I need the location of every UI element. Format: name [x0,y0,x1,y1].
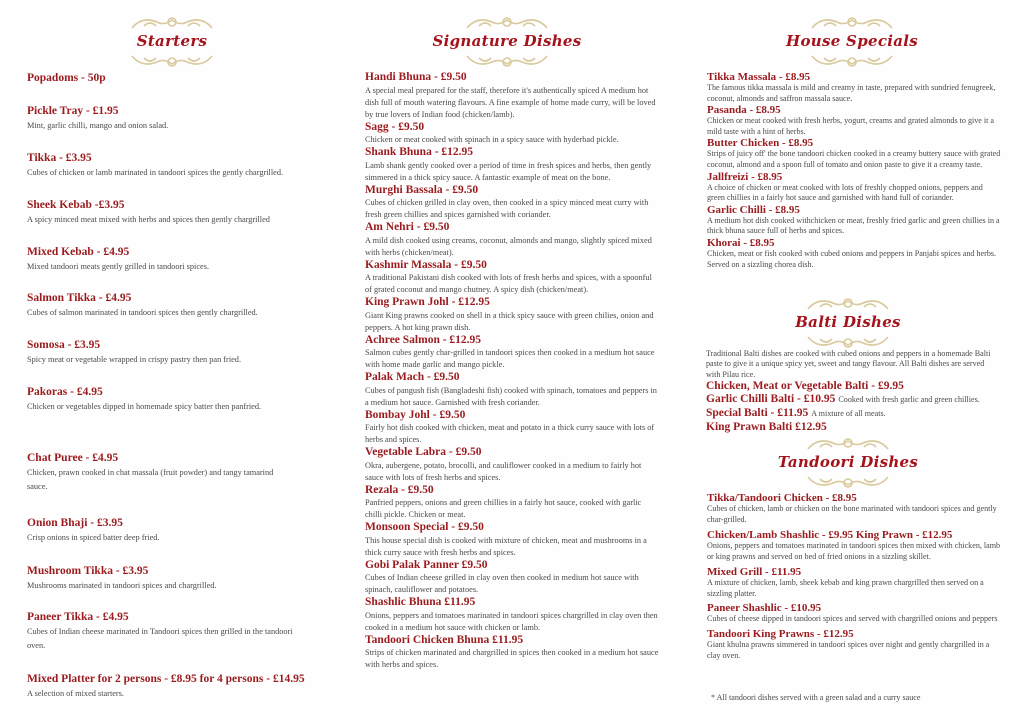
menu-item-note: A mixture of all meats. [811,409,886,418]
menu-item-name: Paneer Shashlic - £10.95 [707,602,822,615]
menu-item-description: A special meal prepared for the staff, therefore it's authentically spiced A medium hot dish full of mouth watering flavours. A fine example of home made curry, will be loved by true lovers of Indian food (chicken/lamb). [365,85,656,119]
section-title: Signature Dishes [432,32,582,50]
menu-item-name: Tikka/Tandoori Chicken - £8.95 [707,492,857,504]
menu-item [27,564,307,593]
menu-item-description: Cubes of Indian cheese grilled in clay oven then cooked in medium hot sauce with spinach, cauliflower and potatoes. [365,573,639,594]
menu-item-name: Shashlic Bhuna £11.95 [365,596,476,608]
menu-item-description: Onions, peppers and tomatoes marinated in tandoori spices then mixed with chicken, lamb or king prawns and served on bed of fried onions in a sizzling skillet. [707,540,1001,561]
menu-item-description: Mushrooms marinated in tandoori spices and chargrilled. [27,581,217,590]
menu-item [706,420,1006,433]
menu-item-name: Am Nehri - £9.50 [365,221,450,233]
balti-intro: Traditional Balti dishes are cooked with cubed onions and peppers in a homemade Balti paste to give it a unique spicy yet, sweet and tangy flavour. All Balti dishes are served with Pilau rice. [706,349,991,379]
section-title: House Specials [785,32,919,50]
menu-item-name: Butter Chicken - £8.95 [707,137,814,150]
menu-item-description: Mint, garlic chilli, mango and onion salad. [27,121,169,130]
menu-item [706,379,1006,392]
menu-item-name: Tikka Massala - £8.95 [707,71,811,83]
menu-item-description: Mixed tandoori meats gently grilled in tandoori spices. [27,262,210,271]
menu-item-name: Mushroom Tikka - £3.95 [27,565,149,577]
menu-item [27,71,307,85]
menu-item-name: Tandoori King Prawns - £12.95 [707,628,854,641]
menu-item [707,566,1002,600]
menu-item-description: Lamb shank gently cooked over a period of time in fresh spices and herbs, then gently simmered in a thick spicy sauce. A fantastic example of meat on the bone. [365,160,652,182]
menu-item-description: Chicken or meat cooked with fresh herbs, yogurt, creams and grated almonds to give it a mild taste with a hint of herbs. [707,116,995,136]
menu-item [27,291,307,320]
menu-item-name: Chicken/Lamb Shashlic - £9.95 King Prawn - £12.95 [707,528,953,541]
menu-item-name: Pakoras - £4.95 [27,386,103,398]
menu-item-name: Bombay Johl - £9.50 [365,408,466,421]
menu-item-name: Jallfreizi - £8.95 [707,170,783,183]
menu-item [365,484,660,522]
menu-item [365,371,660,409]
menu-item-description: Chicken, meat or fish cooked with cubed onions and peppers in Panjabi spices and herbs. Served on a sizzling chorea dish. [707,248,997,269]
section-heading-signature [417,14,597,70]
menu-item [365,596,660,634]
section-title: Starters [136,32,208,50]
menu-item-description: Chicken or vegetables dipped in homemade spicy batter then panfried. [27,402,262,411]
menu-item [27,385,307,414]
menu-item-description: This house special dish is cooked with mixture of chicken, meat and mushrooms in a thick curry sauce with fresh herbs and spices. [365,535,647,557]
menu-item-name: Paneer Tikka - £4.95 [27,611,129,623]
menu-item-description: The famous tikka massala is mild and creamy in taste, prepared with sundried fenugreek, coconut, almonds and saffron massala sauce. [707,83,996,103]
menu-item-name: Sagg - £9.50 [365,120,425,133]
menu-item [27,198,307,227]
menu-item-description: A choice of chicken or meat cooked with lots of freshly chopped onions, peppers and green chillies in a fairly hot sauce and garnished with hand full of coriander. [707,182,983,203]
menu-item-name: Kashmir Massala - £9.50 [365,258,487,271]
menu-item-description: Giant khulna prawns simmered in tandoori spices over night and gently chargrilled in a clay oven. [707,640,990,661]
menu-item [365,334,660,372]
menu-item-description: Chicken or meat cooked with spinach in a spicy sauce with hyderbad pickle. [365,135,619,144]
menu-item-note: Cooked with fresh garlic and green chillies. [838,395,980,404]
menu-item-description: Strips of juicy off' the bone tandoori chicken cooked in a creamy buttery sauce with grated coconut, almond and a spoon full of tomato and onion paste to give it a creamy taste. [707,149,1001,169]
section-heading-balti [758,295,938,351]
menu-item [27,516,307,545]
menu-item [365,521,660,559]
starters-list [27,0,327,724]
menu-item [27,610,307,653]
menu-item-name: Popadoms - 50p [27,72,106,84]
menu-item-name: Salmon Tikka - £4.95 [27,292,132,304]
menu-item-name: Chat Puree - £4.95 [27,452,119,464]
menu-item-name: Monsoon Special - £9.50 [365,521,484,533]
menu-item [27,151,307,180]
menu-item-name: Garlic Chilli - £8.95 [707,203,800,216]
menu-item [365,146,660,184]
menu-item [707,104,1002,137]
menu-item [707,237,1002,270]
menu-item [365,121,660,147]
signature-list [365,71,660,671]
menu-item-description: Okra, aubergene, potato, brocolli, and cauliflower cooked in a medium to fairly hot sauce with lots of fresh herbs and spices. [365,460,642,482]
menu-item-name: Garlic Chilli Balti - £10.95 [706,393,836,405]
menu-item-name: Handi Bhuna - £9.50 [365,71,467,83]
menu-item-description: Spicy meat or vegetable wrapped in crispy pastry then pan fried. [27,355,242,364]
menu-item-description: Giant King prawns cooked on shell in a thick spicy sauce with green chilies, onion and peppers. A hot king prawn dish. [365,310,654,332]
menu-item [365,184,660,222]
menu-item [27,672,307,701]
section-title: Tandoori Dishes [777,453,919,471]
menu-item [707,628,1002,662]
ornament-icon [798,295,898,311]
menu-item-description: Crisp onions in spiced batter deep fried. [27,533,160,542]
menu-item [707,171,1002,204]
menu-item [365,71,660,121]
menu-item [27,451,307,494]
section-title: Balti Dishes [795,313,901,331]
menu-item-description: Strips of chicken marinated and chargrilled in spices then cooked in a medium hot sauce with herbs and spices. [365,648,659,669]
menu-item [365,221,660,259]
menu-item-name: Onion Bhaji - £3.95 [27,517,123,529]
ornament-icon [802,14,902,30]
menu-item-name: King Prawn Balti £12.95 [706,421,827,433]
menu-item-name: Special Balti - £11.95 [706,407,809,419]
menu-item [27,245,307,274]
menu-item-description: Cubes of salmon marinated in tandoori spices then gently chargrilled. [27,308,258,317]
menu-item [706,406,1006,420]
menu-item-name: King Prawn Johl - £12.95 [365,296,490,308]
house-specials-list [707,71,1002,270]
menu-item [706,392,1006,406]
menu-item-name: Shank Bhuna - £12.95 [365,146,474,158]
menu-item [365,296,660,334]
menu-item-description: Fairly hot dish cooked with chicken, meat and potato in a thick curry sauce with lots of herbs and spices. [365,423,655,444]
menu-item-name: Mixed Kebab - £4.95 [27,246,130,258]
menu-item [365,409,660,447]
menu-item-name: Pasanda - £8.95 [707,104,781,117]
menu-item-name: Pickle Tray - £1.95 [27,105,119,117]
menu-item-name: Somosa - £3.95 [27,339,101,351]
menu-item-name: Palak Mach - £9.50 [365,371,460,383]
menu-item [27,104,307,133]
menu-item-name: Murghi Bassala - £9.50 [365,183,479,196]
section-heading-house-specials [762,14,942,70]
menu-item-description: Cubes of chicken, lamb or chicken on the bone marinated with tandoori spices and gently char-grilled. [707,504,997,524]
menu-item-name: Chicken, Meat or Vegetable Balti - £9.95 [706,380,904,392]
menu-item-description: Panfried peppers, onions and green chillies in a fairly hot sauce, cooked with garlic chilli pickle. Chicken or meat. [365,498,642,519]
menu-item-description: Cubes of chicken grilled in clay oven, then cooked in a spicy minced meat curry with fresh green chillies and spices garnished with coriander. [365,198,649,219]
ornament-icon [798,435,898,451]
balti-list [706,379,1006,433]
menu-item-description: Onions, peppers and tomatoes marinated in tandoori spices chargrilled in clay oven then cooked in a medium hot sauce with chicken or lamb. [365,610,658,632]
ornament-icon [457,14,557,30]
menu-item-name: Tikka - £3.95 [27,152,92,164]
menu-item [365,446,660,484]
menu-item-name: Khorai - £8.95 [707,236,775,249]
menu-item [707,529,1002,563]
menu-item-description: A selection of mixed starters. [27,689,125,698]
menu-item [707,137,1002,170]
menu-item-description: A mixture of chicken, lamb, sheek kebab and king prawn chargrilled then served on a sizzling platter. [707,577,984,598]
menu-item-name: Tandoori Chicken Bhuna £11.95 [365,633,524,646]
ornament-icon [802,54,902,70]
menu-item-description: Cubes of cheese dipped in tandoori spices and served with chargrilled onions and peppers [707,614,998,624]
tandoori-list [707,492,1002,665]
ornament-icon [457,54,557,70]
menu-item [707,602,1002,625]
menu-item [365,259,660,297]
menu-item-name: Vegetable Labra - £9.50 [365,446,482,458]
menu-item [27,338,307,367]
menu-item [365,559,660,597]
menu-item-name: Sheek Kebab -£3.95 [27,199,125,211]
menu-item-description: Cubes of pangush fish (Bangladeshi fish) cooked with spinach, tomatoes and peppers in a medium hot sauce. Garnished with fresh coriander. [365,385,657,407]
menu-item [707,492,1002,526]
menu-item-name: Rezala - £9.50 [365,483,434,496]
menu-item-name: Mixed Platter for 2 persons - £8.95 for 4 persons - £14.95 [27,673,305,685]
menu-item-name: Achree Salmon - £12.95 [365,333,482,346]
menu-item-description: Chicken, prawn cooked in chat massala (fruit powder) and tangy tamarind sauce. [27,468,274,491]
menu-item-description: A spicy minced meat mixed with herbs and spices then gently chargrilled [27,215,270,224]
menu-item-description: Cubes of Indian cheese marinated in Tandoori spices then grilled in the tandoori oven. [27,627,293,650]
menu-item-description: A mild dish cooked using creams, coconut, almonds and mango, slightly spiced mixed with herbs (chicken/meat). [365,235,652,257]
menu-item [707,204,1002,237]
menu-item-description: Salmon cubes gently char-grilled in tandoori spices then cooked in a medium hot sauce with home made garlic and mango pickle. [365,348,655,369]
menu-item [365,634,660,672]
menu-item [707,71,1002,104]
menu-item-name: Gobi Palak Panner £9.50 [365,558,488,571]
section-heading-tandoori [758,435,938,491]
tandoori-footnote: * All tandoori dishes served with a green salad and a curry sauce [711,693,921,702]
menu-item-description: A traditional Pakistani dish cooked with lots of fresh herbs and spices, with a spoonful of grated coconut and mango chutney. A spicy dish (chicken/meat). [365,273,652,294]
menu-item-name: Mixed Grill - £11.95 [707,565,802,578]
menu-item-description: Cubes of chicken or lamb marinated in tandoori spices the gently chargrilled. [27,168,284,177]
ornament-icon [798,475,898,491]
menu-item-description: A medium hot dish cooked withchicken or meat, freshly fried garlic and green chillies in a thick bhuna sauce full of herbs and spices. [707,215,1000,236]
